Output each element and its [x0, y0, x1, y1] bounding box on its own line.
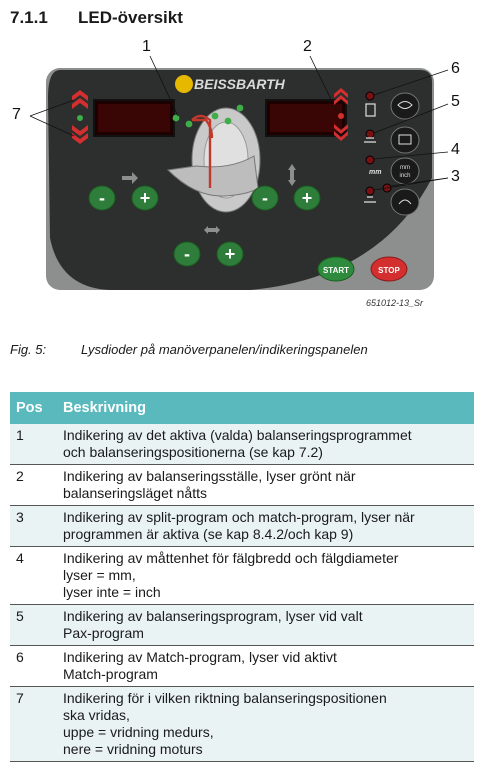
- brand-logo-icon: [175, 75, 193, 93]
- control-panel-illustration: [0, 38, 488, 328]
- balance-program-button[interactable]: [391, 127, 419, 153]
- led-table: [10, 392, 474, 762]
- diameter-minus-button[interactable]: [252, 186, 278, 210]
- row-pos: 1: [10, 424, 57, 465]
- control-panel-figure: [0, 38, 488, 328]
- plus-symbol: +: [301, 188, 313, 208]
- row-pos: 4: [10, 547, 57, 605]
- led-program-1: [173, 115, 180, 122]
- callout-1: 1: [142, 38, 151, 55]
- distance-minus-button[interactable]: [174, 242, 200, 266]
- start-button[interactable]: [318, 257, 354, 281]
- description-line: och balanseringspositionerna (se kap 7.2): [63, 444, 323, 460]
- diameter-plus-button[interactable]: [294, 186, 320, 210]
- start-label: START: [322, 266, 350, 275]
- table-row: [10, 506, 474, 547]
- header-pos: Pos: [10, 392, 57, 424]
- led-program-3: [212, 113, 219, 120]
- row-pos: 2: [10, 465, 57, 506]
- description-line: Indikering av Match-program, lyser vid aktivt: [63, 649, 337, 665]
- row-pos: 5: [10, 605, 57, 646]
- caption-label: Fig. 5:: [10, 342, 47, 357]
- description-line: Pax-program: [63, 625, 144, 641]
- row-description: [57, 687, 474, 762]
- description-line: nere = vridning moturs: [63, 741, 203, 757]
- plus-symbol: +: [224, 244, 236, 264]
- callout-3: 3: [451, 168, 460, 185]
- width-plus-button[interactable]: [132, 186, 158, 210]
- row-description: [57, 424, 474, 465]
- description-line: Indikering av balanseringsställe, lyser grönt när: [63, 468, 356, 484]
- description-line: Indikering av split-program och match-program, lyser när: [63, 509, 415, 525]
- table-row: [10, 424, 474, 465]
- table-row: [10, 646, 474, 687]
- stop-label: STOP: [378, 266, 400, 275]
- led-split-program: [366, 187, 374, 195]
- description-line: uppe = vridning medurs,: [63, 724, 214, 740]
- led-program-4: [225, 118, 232, 125]
- unit-button-inch: inch: [399, 173, 411, 179]
- split-program-button[interactable]: [391, 189, 419, 215]
- stop-button[interactable]: [371, 257, 407, 281]
- description-line: Indikering av måttenhet för fälgbredd och fälgdiameter: [63, 550, 399, 566]
- table-row: [10, 547, 474, 605]
- led-direction-center-left: [77, 115, 83, 121]
- row-description: [57, 465, 474, 506]
- right-display-screen: [270, 104, 342, 132]
- width-minus-button[interactable]: [89, 186, 115, 210]
- row-description: [57, 547, 474, 605]
- callout-7: 7: [12, 106, 21, 123]
- table-header-row: [10, 392, 474, 424]
- row-pos: 3: [10, 506, 57, 547]
- description-line: lyser inte = inch: [63, 584, 161, 600]
- led-unit-mm: [366, 156, 374, 164]
- row-description: [57, 646, 474, 687]
- led-direction-center-right: [338, 113, 344, 119]
- led-program-5: [237, 105, 244, 112]
- minus-symbol: -: [184, 244, 190, 264]
- unit-toggle-button[interactable]: [391, 158, 419, 184]
- callout-5: 5: [451, 93, 460, 110]
- section-title: LED-översikt: [78, 8, 183, 27]
- led-program-2: [186, 121, 193, 128]
- description-line: lyser = mm,: [63, 567, 136, 583]
- callout-6: 6: [451, 60, 460, 77]
- match-program-button[interactable]: [391, 93, 419, 119]
- header-description: Beskrivning: [57, 392, 474, 424]
- table-row: [10, 465, 474, 506]
- section-number: 7.1.1: [10, 8, 48, 27]
- row-description: [57, 605, 474, 646]
- plus-symbol: +: [139, 188, 151, 208]
- description-line: Indikering av balanseringsprogram, lyser vid valt: [63, 608, 363, 624]
- section-heading: [10, 8, 183, 28]
- description-line: programmen är aktiva (se kap 8.4.2/och kap 9): [63, 526, 354, 542]
- row-pos: 7: [10, 687, 57, 762]
- minus-symbol: -: [99, 188, 105, 208]
- table-row: [10, 605, 474, 646]
- figure-caption: [10, 342, 368, 357]
- description-line: Indikering av det aktiva (valda) balanseringsprogrammet: [63, 427, 412, 443]
- caption-text: Lysdioder på manöverpanelen/indikeringspanelen: [81, 342, 368, 357]
- figure-code: 651012-13_Sr: [366, 298, 424, 308]
- table-row: [10, 687, 474, 762]
- minus-symbol: -: [262, 188, 268, 208]
- row-description: [57, 506, 474, 547]
- callout-2: 2: [303, 38, 312, 55]
- brand-name: BEISSBARTH: [194, 76, 285, 92]
- callout-4: 4: [451, 141, 460, 158]
- description-line: Match-program: [63, 666, 158, 682]
- description-line: Indikering för i vilken riktning balanseringspositionen: [63, 690, 387, 706]
- unit-button-mm: mm: [400, 165, 410, 171]
- led-pax-program: [366, 130, 374, 138]
- left-display-screen: [98, 104, 170, 132]
- distance-plus-button[interactable]: [217, 242, 243, 266]
- table-body: [10, 424, 474, 762]
- description-line: balanseringsläget nåtts: [63, 485, 207, 501]
- description-line: ska vridas,: [63, 707, 130, 723]
- led-match-program: [366, 92, 374, 100]
- unit-mm-label: mm: [369, 169, 382, 176]
- row-pos: 6: [10, 646, 57, 687]
